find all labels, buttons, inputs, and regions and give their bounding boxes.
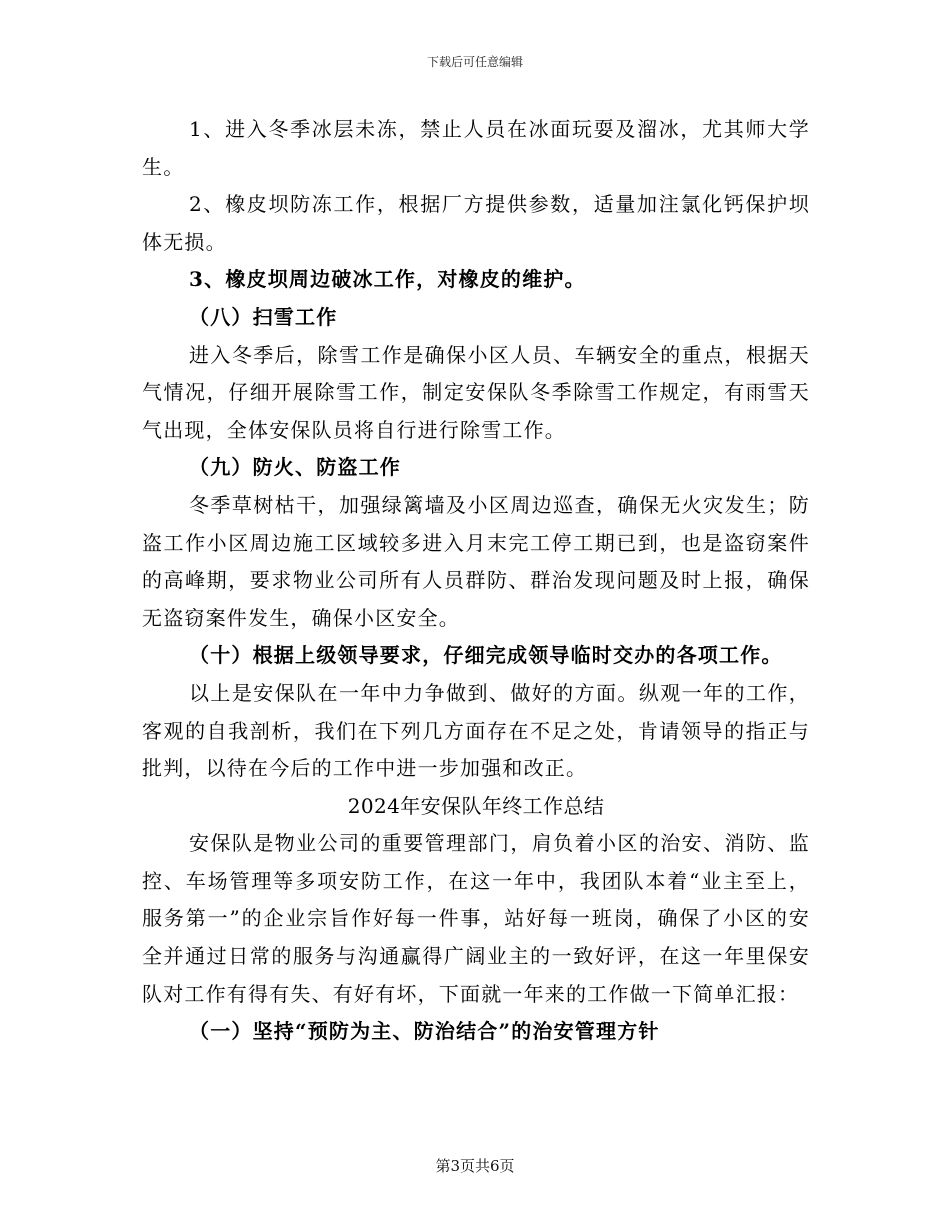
paragraph-1: 1、进入冬季冰层未冻，禁止人员在冰面玩耍及溜冰，尤其师大学生。: [142, 117, 810, 179]
paragraph-2: 2、橡皮坝防冻工作，根据厂方提供参数，适量加注氯化钙保护坝体无损。: [142, 192, 810, 254]
header-note: 下载后可任意编辑: [426, 55, 523, 69]
subheading-leadership-tasks: （十）根据上级领导要求，仔细完成领导临时交办的各项工作。: [189, 643, 783, 668]
section-title: 2024年安保队年终工作总结: [347, 793, 605, 818]
paragraph-fire-theft: 冬季草树枯干，加强绿篱墙及小区周边巡查，确保无火灾发生；防盗工作小区周边施工区域较多进入月末完工停工期已到，也是盗窃案件的高峰期，要求物业公司所有人员群防、群治发现问题及时上报，确保无盗窃案件发生，确保小区安全。: [142, 492, 810, 630]
subheading-prevention-policy: （一）坚持“预防为主、防治结合”的治安管理方针: [189, 1019, 660, 1044]
paragraph-3: 3、橡皮坝周边破冰工作，对橡皮的维护。: [189, 267, 586, 292]
page-indicator: 第3页共6页: [435, 1157, 515, 1175]
paragraph-snow-removal: 进入冬季后，除雪工作是确保小区人员、车辆安全的重点，根据天气情况，仔细开展除雪工作，制定安保队冬季除雪工作规定，有雨雪天气出现，全体安保队员将自行进行除雪工作。: [142, 342, 810, 442]
paragraph-intro: 安保队是物业公司的重要管理部门，肩负着小区的治安、消防、监控、车场管理等多项安防工作，在这一年中，我团队本着“业主至上，服务第一”的企业宗旨作好每一件事，站好每一班岗，确保了小区的安全并通过日常的服务与沟通赢得广阔业主的一致好评，在这一年里保安队对工作有得有失、有好有坏，下面就一年来的工作做一下简单汇报：: [142, 831, 810, 1006]
document-body: [142, 111, 810, 1051]
subheading-snow-removal: （八）扫雪工作: [189, 304, 338, 329]
subheading-fire-theft: （九）防火、防盗工作: [189, 455, 401, 480]
paragraph-summary: 以上是安保队在一年中力争做到、做好的方面。纵观一年的工作，客观的自我剖析，我们在下列几方面存在不足之处，肯请领导的指正与批判，以待在今后的工作中进一步加强和改正。: [142, 680, 810, 781]
